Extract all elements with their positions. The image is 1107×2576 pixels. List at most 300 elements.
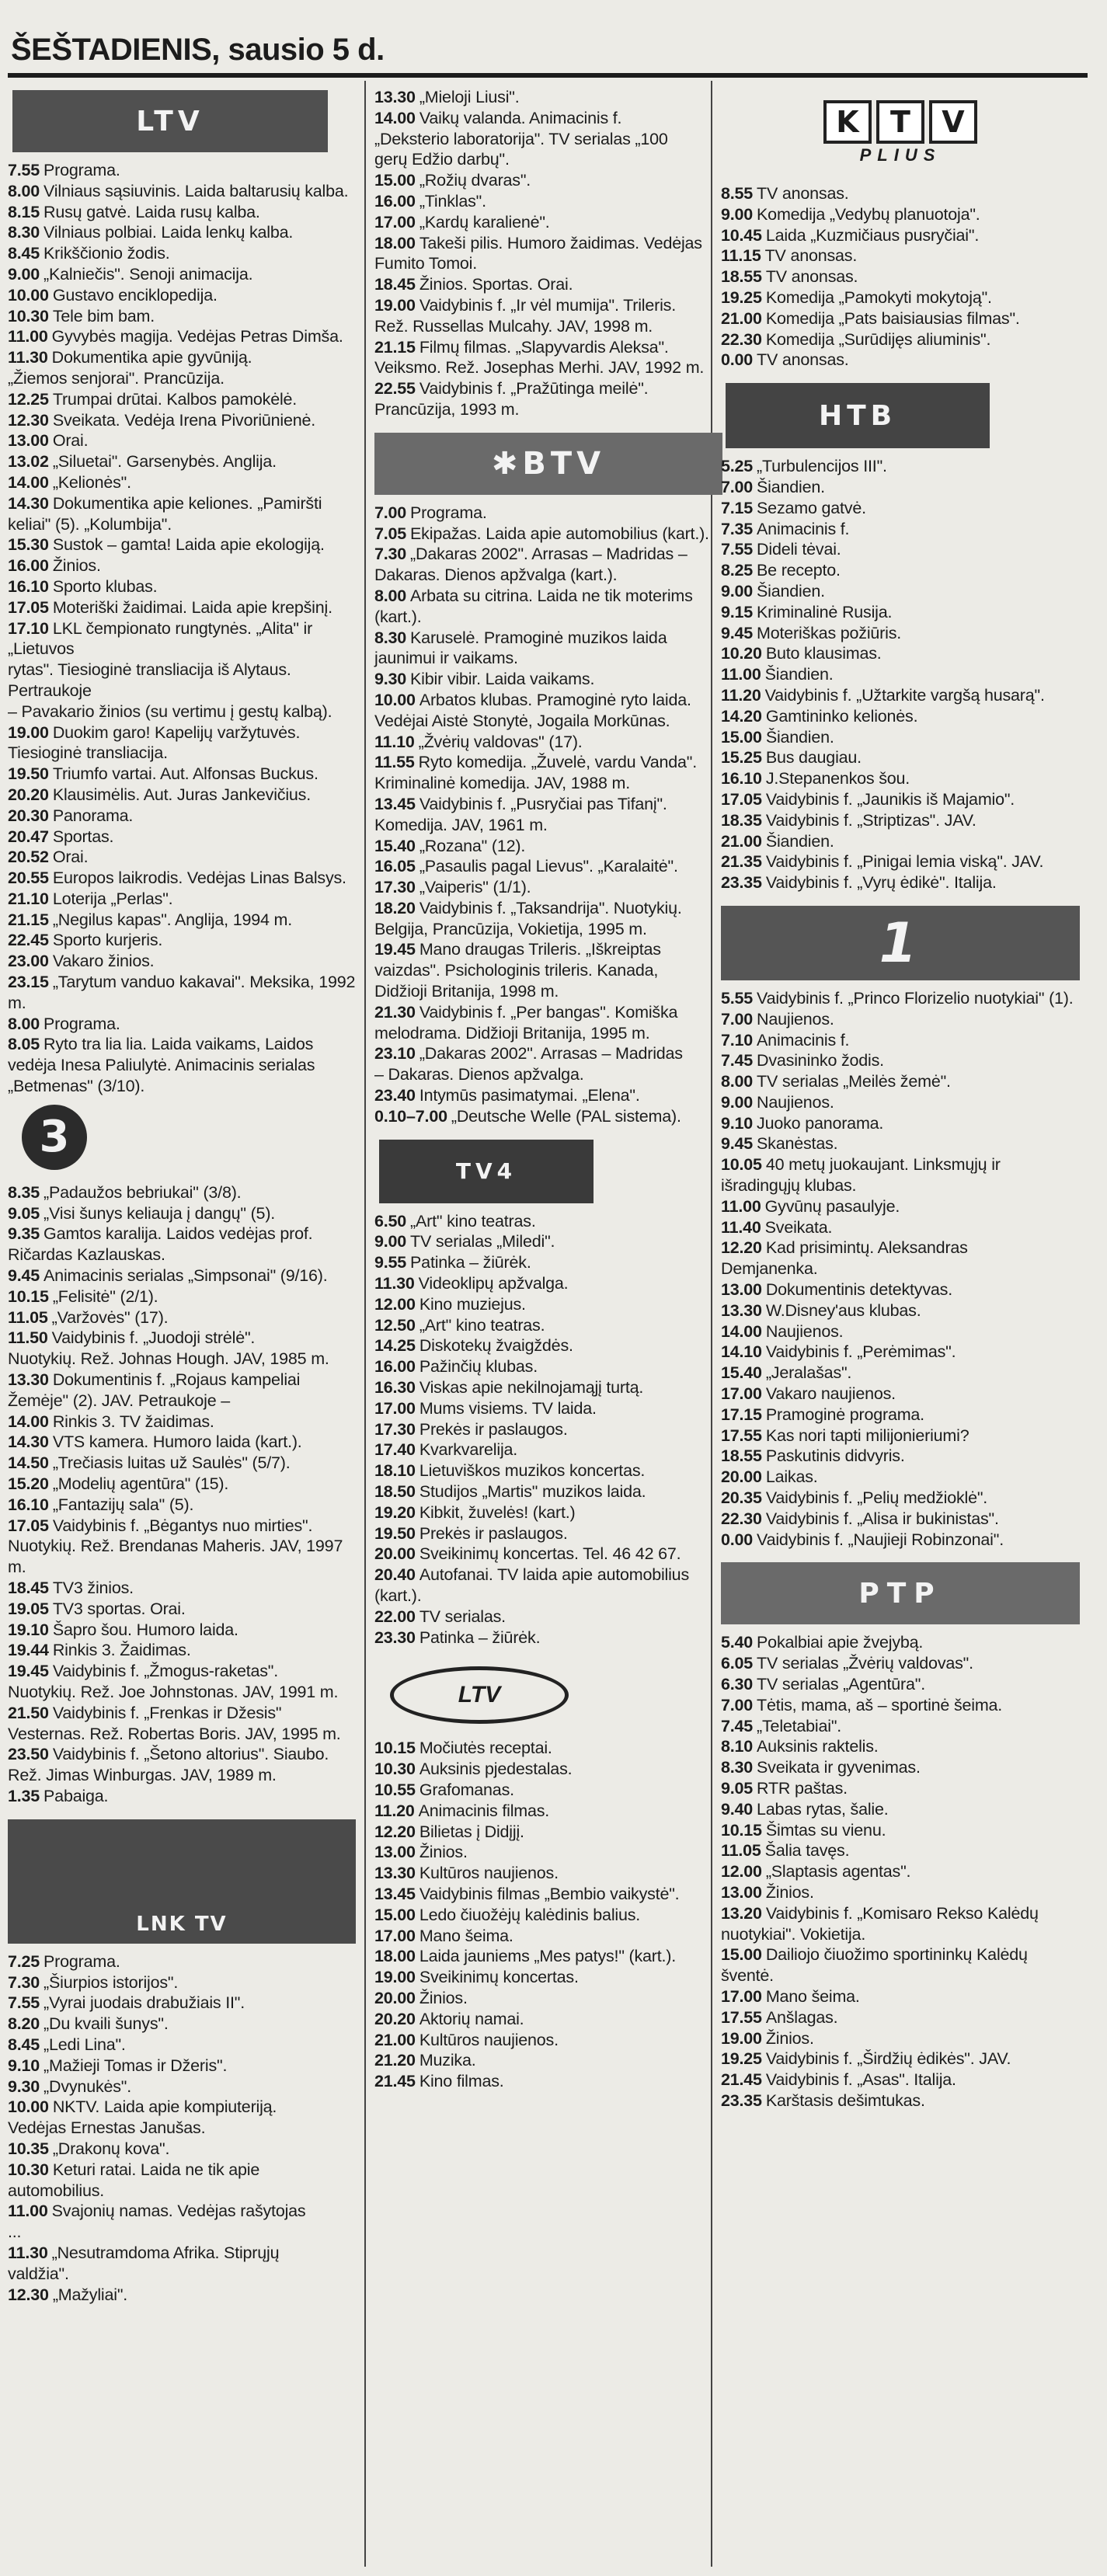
program-time: 5.55 — [721, 988, 754, 1008]
program-title: melodrama. Didžioji Britanija, 1995 m. — [374, 1023, 650, 1043]
program-title: Triumfo vartai. Aut. Alfonsas Buckus. — [52, 764, 319, 784]
program-entry — [721, 988, 1080, 1009]
program-time: 10.00 — [8, 285, 49, 305]
tv3-program-list — [5, 1182, 359, 1807]
program-title: Rusų gatvė. Laida rusų kalba. — [44, 202, 260, 221]
column-3 — [718, 87, 1083, 2111]
program-entry — [374, 1106, 722, 1127]
program-time: 7.30 — [374, 545, 407, 564]
program-title: „Kardų karalienė". — [419, 212, 550, 231]
program-title: Keturi ratai. Laida ne tik apie — [52, 2160, 260, 2179]
program-time: 18.50 — [374, 1482, 416, 1502]
program-title: Žinios. — [419, 1988, 468, 2007]
program-title: TV anonsas. — [764, 246, 858, 266]
program-time: 10.15 — [374, 1739, 416, 1758]
page-title: ŠEŠTADIENIS, sausio 5 d. — [11, 33, 385, 67]
program-time: 18.00 — [374, 1947, 416, 1966]
program-time: 17.05 — [8, 597, 49, 617]
program-entry — [374, 856, 722, 877]
program-entry — [8, 222, 356, 243]
program-title: „Art" kino teatras. — [410, 1211, 536, 1231]
program-title: Žinios. — [52, 556, 101, 576]
program-time: 9.35 — [8, 1224, 40, 1244]
program-time: 16.10 — [8, 1495, 49, 1514]
program-entry — [721, 1757, 1080, 1778]
program-time: 6.30 — [721, 1675, 754, 1694]
program-time: 11.10 — [374, 732, 415, 751]
program-title: TV serialas „Agentūra". — [757, 1675, 925, 1694]
program-title: Europos laikrodis. Vedėjas Linas Balsys. — [52, 869, 346, 888]
program-title: Paskutinis didvyris. — [765, 1446, 905, 1466]
program-entry — [721, 1653, 1080, 1674]
ntv-logo-text: НТВ — [818, 399, 897, 432]
program-time: 18.35 — [721, 810, 762, 830]
program-entry — [721, 664, 1080, 685]
program-title: Naujienos. — [757, 1092, 834, 1112]
program-title: „Art" kino teatras. — [419, 1315, 545, 1335]
program-entry — [374, 1252, 722, 1273]
program-time: 13.45 — [374, 794, 416, 813]
program-title: Juoko panorama. — [757, 1113, 884, 1133]
program-entry — [721, 245, 1080, 266]
program-time: 19.45 — [374, 940, 416, 959]
program-entry — [721, 1632, 1080, 1653]
program-time: 19.50 — [8, 764, 49, 784]
program-title: Karuselė. Pramoginė muzikos laida — [410, 628, 667, 647]
program-title: „Dakaras 2002". Arrasas – Madridas — [419, 1044, 683, 1063]
program-entry — [374, 2071, 722, 2092]
program-title: Šiandien. — [765, 831, 834, 851]
program-title: Tėtis, mama, aš – sportinė šeima. — [757, 1695, 1003, 1714]
program-title: Duokim garo! Kapelijų varžytuvės. — [52, 722, 301, 742]
program-time: 20.52 — [8, 848, 49, 867]
program-title: Vilniaus sąsiuvinis. Laida baltarusių kalba. — [44, 181, 349, 200]
program-time: 15.00 — [374, 171, 416, 190]
program-title: Komedija. JAV, 1961 m. — [374, 815, 548, 834]
program-time: 17.55 — [721, 2007, 762, 2027]
program-title: Bus daugiau. — [765, 748, 862, 768]
program-title: nuotykiai". Vokietija. — [721, 1924, 866, 1944]
ntv-program-list — [718, 456, 1083, 893]
program-title: Kriminalinė komedija. JAV, 1988 m. — [374, 774, 631, 793]
program-entry — [374, 1565, 722, 1607]
program-entry — [721, 872, 1080, 893]
program-time: 9.00 — [374, 1232, 407, 1251]
program-time: 23.15 — [8, 973, 49, 992]
program-time: 11.50 — [8, 1328, 48, 1348]
program-time: 19.00 — [374, 295, 416, 315]
program-title: vedėja Inesa Paliulytė. Animacinis serialas — [8, 1056, 315, 1075]
program-title: Prekės ir paslaugos. — [419, 1523, 568, 1543]
program-title: „Teletabiai". — [757, 1716, 842, 1735]
program-entry — [721, 1861, 1080, 1882]
program-title: Šiandien. — [764, 665, 834, 684]
program-time: 11.55 — [374, 753, 415, 772]
program-title: TV anonsas. — [765, 267, 858, 287]
program-time: 10.30 — [374, 1760, 416, 1779]
program-entry — [721, 266, 1080, 287]
program-title: Svajonių namas. Vedėjas rašytojas — [51, 2202, 306, 2221]
program-time: 21.15 — [374, 337, 416, 357]
program-entry — [8, 764, 356, 785]
program-time: 15.30 — [8, 535, 49, 555]
program-time: 7.00 — [374, 503, 407, 522]
program-time: 21.45 — [721, 2070, 762, 2090]
program-title: Sveikata. — [764, 1217, 833, 1237]
program-entry — [374, 1231, 722, 1252]
program-time: 12.30 — [8, 410, 49, 430]
program-entry — [374, 1294, 722, 1315]
program-entry — [374, 87, 722, 108]
program-entry — [721, 1820, 1080, 1841]
program-entry — [721, 1882, 1080, 1903]
program-entry — [374, 149, 722, 170]
program-entry — [374, 1544, 722, 1565]
program-entry — [721, 1405, 1080, 1426]
program-time: 10.45 — [721, 225, 762, 245]
program-title: Kino filmas. — [419, 2072, 504, 2091]
lietuva-logo-mark: LTV — [390, 1666, 569, 1724]
program-title: Vaidybinis f. „Naujieji Robinzonai". — [757, 1530, 1004, 1549]
program-time: 15.20 — [8, 1474, 49, 1494]
program-title: Vaidybinis f. „Pusryčiai pas Tifanį". — [419, 794, 667, 813]
program-time: 6.05 — [721, 1654, 754, 1673]
program-title: išradingųjų klubas. — [721, 1176, 857, 1196]
program-entry — [721, 1446, 1080, 1467]
program-time: 0.10–7.00 — [374, 1106, 447, 1126]
program-time: 17.15 — [721, 1405, 762, 1424]
program-title: Dokumentinis f. „Rojaus kampeliai — [52, 1370, 301, 1390]
program-time: 12.50 — [374, 1315, 416, 1335]
program-title: automobilius. — [8, 2181, 105, 2200]
program-entry — [8, 1536, 356, 1578]
program-entry — [374, 1481, 722, 1502]
program-title: Vaidybinis f. „Taksandrija". Nuotykių. — [419, 898, 682, 917]
program-title: Kad prisimintų. Aleksandras — [765, 1238, 968, 1258]
program-time: 15.00 — [721, 727, 762, 747]
program-time: 21.15 — [8, 910, 49, 929]
program-title: TV serialas „Miledi". — [410, 1232, 555, 1251]
program-time: 23.35 — [721, 2090, 762, 2110]
program-title: Programa. — [410, 503, 487, 522]
column-divider — [364, 81, 366, 2567]
program-title: Vaidybinis f. „Jaunikis iš Majamio". — [765, 789, 1015, 809]
program-title: Dokumentika apie keliones. „Pamiršti — [52, 493, 322, 513]
program-title: „Negilus kapas". Anglija, 1994 m. — [52, 910, 292, 929]
program-time: 21.00 — [721, 831, 762, 851]
program-title: Ledo čiuožėjų kalėdinis balius. — [419, 1905, 641, 1924]
program-title: rytas". Tiesioginė transliacija iš Alytaus. Pertraukoje — [8, 660, 291, 700]
program-time: 8.20 — [8, 2014, 40, 2034]
program-time: 7.00 — [721, 1009, 754, 1029]
program-entry — [374, 919, 722, 940]
program-entry — [721, 1300, 1080, 1321]
program-title: Gamtininko kelionės. — [765, 706, 918, 726]
program-entry — [8, 1265, 356, 1286]
program-entry — [8, 389, 356, 410]
program-entry — [721, 2028, 1080, 2049]
program-title: Nuotykių. Rež. Johnas Hough. JAV, 1985 m. — [8, 1349, 329, 1369]
program-entry — [721, 851, 1080, 872]
program-title: „Žiemos senjorai". Prancūzija. — [8, 368, 225, 388]
program-title: Vaidybinis f. „Komisaro Rekso Kalėdų — [765, 1903, 1039, 1923]
program-time: 18.45 — [374, 275, 416, 294]
program-time: 20.00 — [721, 1467, 762, 1487]
program-time: 20.35 — [721, 1488, 762, 1508]
program-entry — [721, 1426, 1080, 1446]
program-entry — [374, 1988, 722, 2009]
program-entry — [8, 1724, 356, 1745]
program-title: NKTV. Laida apie kompiuteriją. — [52, 2097, 277, 2117]
program-time: 7.45 — [721, 1051, 754, 1070]
program-entry — [721, 1903, 1080, 1924]
program-time: 7.55 — [721, 540, 754, 559]
program-title: Komedija „Vedybų planuotoja". — [757, 204, 980, 224]
program-entry — [8, 472, 356, 493]
program-title: Dvasininko žodis. — [757, 1051, 884, 1070]
program-time: 21.00 — [721, 308, 762, 328]
program-entry — [721, 1258, 1080, 1279]
program-title: Animacinis serialas „Simpsonai" (9/16). — [44, 1266, 328, 1286]
program-title: „Ledi Lina". — [44, 2035, 126, 2054]
lnk-logo — [8, 1819, 356, 1944]
program-entry — [374, 1356, 722, 1377]
program-title: „Jeralašas". — [765, 1363, 852, 1383]
program-title: Arbatos klubas. Pramoginė ryto laida. — [419, 690, 691, 709]
program-entry — [374, 1738, 722, 1759]
program-title: Močiutės receptai. — [419, 1739, 552, 1758]
lietuva-program-list — [371, 1738, 726, 2092]
program-time: 9.55 — [374, 1253, 407, 1272]
program-time: 18.00 — [374, 233, 416, 252]
program-title: Kibkit, žuvelės! (kart.) — [419, 1502, 576, 1522]
program-time: 13.30 — [374, 88, 416, 106]
program-entry — [374, 2009, 722, 2030]
program-time: 23.35 — [721, 873, 762, 893]
program-title: Prancūzija, 1993 m. — [374, 399, 520, 419]
program-entry — [721, 1133, 1080, 1154]
program-time: 7.55 — [8, 161, 40, 179]
program-entry — [8, 430, 356, 451]
program-entry — [8, 847, 356, 868]
program-time: 9.05 — [721, 1779, 754, 1798]
program-title: Dokumentinis detektyvas. — [765, 1280, 952, 1300]
program-entry — [374, 1946, 722, 1967]
program-title: Vaidybinis f. „Bėgantys nuo mirties". — [52, 1516, 313, 1535]
program-entry — [8, 1432, 356, 1453]
program-title: Grafomanas. — [419, 1780, 514, 1799]
program-time: 17.10 — [8, 618, 49, 638]
program-time: 10.30 — [8, 2160, 49, 2179]
program-time: 18.45 — [8, 1579, 49, 1597]
program-entry — [8, 618, 356, 660]
program-entry — [374, 399, 722, 420]
program-entry — [8, 827, 356, 848]
program-time: 14.00 — [8, 1412, 49, 1431]
program-entry — [721, 789, 1080, 810]
program-entry — [8, 1786, 356, 1807]
ktv-logo-letter: K — [823, 100, 872, 144]
program-title: Šapro šou. Humoro laida. — [52, 1620, 238, 1639]
program-title: Pažinčių klubas. — [419, 1357, 538, 1377]
program-title: Laida „Kuzmičiaus pusryčiai". — [765, 225, 980, 245]
program-title: Veiksmo. Rež. Josephas Merhi. JAV, 1992 m. — [374, 358, 705, 378]
program-title: Sporto kurjeris. — [52, 931, 163, 950]
program-title: RTR paštas. — [757, 1779, 848, 1798]
ort-logo — [721, 906, 1080, 980]
program-time: 16.10 — [8, 576, 49, 596]
program-time: 12.20 — [374, 1822, 416, 1841]
program-time: 9.30 — [374, 670, 407, 689]
program-title: Tele bim bam. — [52, 306, 155, 325]
column-2 — [371, 87, 726, 2092]
program-time: 17.00 — [374, 212, 416, 231]
program-title: „Trečiasis luitas už Saulės" (5/7). — [52, 1453, 291, 1473]
program-title: Vaidybinis f. „Asas". Italija. — [765, 2070, 956, 2090]
program-time: 16.30 — [374, 1378, 416, 1398]
program-entry — [374, 960, 722, 981]
program-time: 17.05 — [721, 789, 762, 809]
program-entry — [374, 524, 722, 545]
program-entry — [8, 806, 356, 827]
program-entry — [8, 2222, 356, 2243]
program-title: „Dakaras 2002". Arrasas – Madridas – — [410, 545, 688, 564]
program-title: Naujienos. — [757, 1009, 834, 1029]
program-entry — [8, 576, 356, 597]
program-entry — [8, 2201, 356, 2222]
program-title: Šiandien. — [757, 477, 825, 496]
program-title: Šiandien. — [757, 581, 825, 600]
program-entry — [374, 898, 722, 919]
program-entry — [8, 930, 356, 951]
program-time: 13.00 — [374, 1843, 416, 1862]
program-time: 20.47 — [8, 827, 49, 846]
program-time: 9.00 — [721, 581, 754, 600]
program-entry — [721, 1071, 1080, 1092]
program-title: Labas rytas, šalie. — [757, 1799, 889, 1819]
program-title: 40 metų juokaujant. Linksmųjų ir — [765, 1155, 1001, 1175]
program-time: 22.55 — [374, 379, 416, 399]
program-entry — [8, 889, 356, 910]
program-entry — [374, 565, 722, 586]
program-title: Laikas. — [765, 1467, 818, 1487]
program-time: 8.45 — [8, 244, 40, 263]
program-time: 9.45 — [721, 623, 754, 642]
program-entry — [721, 2090, 1080, 2111]
program-entry — [8, 1682, 356, 1703]
program-entry — [8, 285, 356, 306]
ltv-logo-text: LTV — [136, 105, 204, 138]
ktv-logo-subtitle: PLIUS — [859, 145, 942, 165]
program-title: Lietuviškos muzikos koncertas. — [419, 1461, 646, 1481]
program-entry — [374, 1043, 722, 1064]
program-entry — [374, 1863, 722, 1884]
program-entry — [374, 233, 722, 254]
program-title: Sustok – gamta! Laida apie ekologiją. — [52, 535, 325, 555]
program-entry — [8, 410, 356, 431]
program-time: 19.05 — [8, 1599, 49, 1618]
program-title: Vaidybinis f. „Pražūtinga meilė". — [419, 379, 649, 399]
program-title: Vedėjas Ernestas Janušas. — [8, 2118, 206, 2138]
program-entry — [374, 648, 722, 669]
program-entry — [374, 1273, 722, 1294]
program-time: 8.30 — [721, 1758, 754, 1777]
program-title: Vaidybinis f. „Vyrų ėdikė". Italija. — [765, 873, 997, 893]
program-title: „Du kvaili šunys". — [44, 2014, 169, 2034]
program-entry — [721, 329, 1080, 350]
program-entry — [721, 498, 1080, 519]
program-time: 18.20 — [374, 898, 416, 917]
program-title: Mano šeima. — [765, 1986, 860, 2006]
program-time: 16.00 — [8, 556, 49, 576]
tv4-program-list — [371, 1211, 726, 1648]
program-title: Sveikinimų koncertas. — [419, 1968, 579, 1987]
program-time: 18.10 — [374, 1461, 416, 1481]
program-entry — [8, 2160, 356, 2181]
program-time: 9.10 — [8, 2056, 40, 2075]
program-time: 17.55 — [721, 1426, 762, 1445]
program-entry — [8, 1661, 356, 1682]
btv-logo-text: ✱BTV — [491, 445, 606, 482]
program-time: 8.10 — [721, 1737, 754, 1756]
program-title: Vakaro žinios. — [52, 952, 155, 971]
program-entry — [374, 191, 722, 212]
program-title: Sporto klubas. — [52, 576, 158, 596]
program-title: Kultūros naujienos. — [419, 2030, 559, 2049]
program-time: 10.05 — [721, 1155, 762, 1175]
program-time: 17.40 — [374, 1440, 416, 1460]
program-title: Vaidybinis f. „Ir vėl mumija". Trileris. — [419, 295, 676, 315]
program-time: 7.45 — [721, 1716, 754, 1735]
program-entry — [8, 326, 356, 347]
program-title: Filmų filmas. „Slapyvardis Aleksa". — [419, 337, 669, 357]
program-time: 15.40 — [374, 836, 416, 855]
program-title: „Deutsche Welle (PAL sistema). — [451, 1106, 681, 1126]
program-title: Loterija „Perlas". — [52, 889, 173, 908]
program-title: Muzika. — [419, 2051, 476, 2070]
program-entry — [8, 2181, 356, 2202]
program-time: 21.35 — [721, 852, 762, 872]
program-entry — [721, 477, 1080, 498]
program-entry — [374, 1211, 722, 1232]
program-entry — [8, 493, 356, 514]
program-title: Žemėje" (2). JAV. Petraukoje – — [8, 1391, 231, 1410]
program-title: Žinios. — [765, 2028, 814, 2048]
program-entry — [374, 357, 722, 378]
program-title: „Vyrai juodais drabužiais II". — [44, 1993, 245, 2013]
program-entry — [374, 2030, 722, 2051]
program-entry — [374, 815, 722, 836]
program-title: Patinka – žiūrėk. — [410, 1253, 531, 1272]
program-entry — [721, 287, 1080, 308]
lnk-continued-program-list — [371, 87, 726, 420]
program-title: „Rozana" (12). — [419, 836, 526, 855]
program-title: Šiandien. — [765, 727, 834, 747]
program-entry — [721, 643, 1080, 664]
program-title: Rinkis 3. TV žaidimas. — [52, 1412, 214, 1431]
program-time: 14.30 — [8, 1432, 49, 1452]
program-time: 19.20 — [374, 1502, 416, 1522]
program-title: Intymūs pasimatymai. „Elena". — [419, 1086, 640, 1105]
program-entry — [374, 503, 722, 524]
program-entry — [374, 1439, 722, 1460]
header-rule — [8, 73, 1088, 78]
program-entry — [721, 1716, 1080, 1737]
program-time: 13.45 — [374, 1884, 416, 1903]
program-time: 13.00 — [8, 431, 49, 451]
program-title: Komedija „Surūdijęs aliuminis". — [765, 329, 991, 349]
program-entry — [721, 1384, 1080, 1405]
